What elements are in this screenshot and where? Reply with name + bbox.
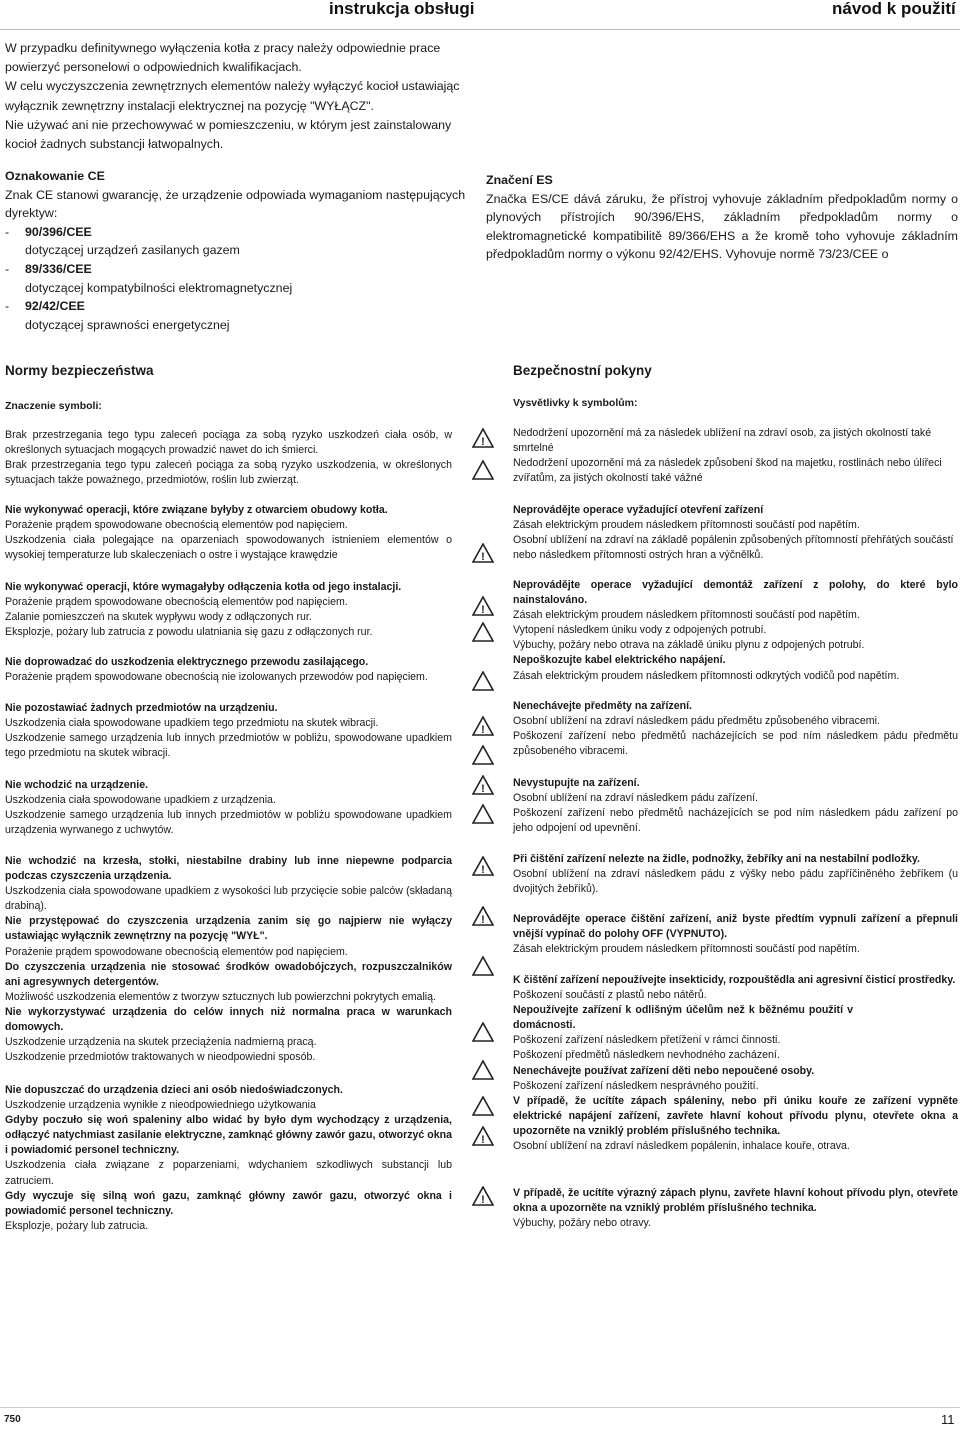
symbol-danger-text: Brak przestrzegania tego typu zaleceń pociąga za sobą ryzyko uszkodzeń ciała osób, w określonych sytuacjach mogących prowadzić nawet do ich śmierci. bbox=[5, 429, 452, 457]
rule-consequence: Poškození zařízení následkem přetížení v rámci činnosti. bbox=[513, 1034, 781, 1047]
footer-code: 750 bbox=[4, 1414, 21, 1425]
rule-consequence: Osobní ublížení na zdraví následkem pádu z výšky nebo pádu zapříčiněného žebříkem (u dvojitých žebříků). bbox=[513, 868, 958, 896]
symbols-label-cz: Vysvětlivky k symbolům: bbox=[513, 397, 638, 409]
rule-title: K čištění zařízení nepoužívejte insekticidy, rozpouštědla ani agresivní čisticí prostředky. bbox=[513, 974, 956, 986]
danger-warning-icon bbox=[472, 1186, 494, 1206]
directive-item: - 89/336/CEE bbox=[5, 260, 475, 279]
rule-consequence: Uszkodzenie samego urządzenia lub innych przedmiotów w pobliżu, spowodowane upadkiem tego przedmiotu na skutek wibracji. bbox=[5, 732, 452, 760]
rule-pl bbox=[5, 701, 452, 761]
rule-title: Nie doprowadzać do uszkodzenia elektrycznego przewodu zasilającego. bbox=[5, 656, 369, 668]
danger-warning-icon bbox=[472, 428, 494, 448]
rule-consequence: Zásah elektrickým proudem následkem přítomnosti odkrytých vodičů pod napětím. bbox=[513, 669, 900, 682]
rule-consequence: Zalanie pomieszczeń na skutek wypływu wody z odłączonych rur. bbox=[5, 611, 312, 624]
ce-marking-pl bbox=[5, 167, 475, 334]
rule-consequence: Poškození zařízení nebo předmětů nacházejících se pod ním následkem pádu zařízení po jeho odpojení od upevnění. bbox=[513, 807, 958, 835]
rule-title: Nie wykonywać operacji, które wymagałyby odłączenia kotła od jego instalacji. bbox=[5, 581, 402, 593]
svg-text:!: ! bbox=[481, 864, 485, 876]
rule-consequence: Výbuchy, požáry nebo otravy. bbox=[513, 1217, 651, 1230]
rule-title: Nenechávejte používat zařízení děti nebo nepoučené osoby. bbox=[513, 1064, 815, 1077]
warning-icon bbox=[472, 1060, 494, 1080]
ce-title-cz: Značení ES bbox=[486, 173, 553, 187]
page-number: 11 bbox=[941, 1412, 955, 1427]
header-title-pl: instrukcja obsługi bbox=[329, 0, 475, 18]
rule-title: Nie wykonywać operacji, które związane byłyby z otwarciem obudowy kotła. bbox=[5, 504, 388, 516]
rule-pl bbox=[5, 580, 452, 640]
directive-item: - 92/42/CEE bbox=[5, 297, 475, 316]
rule-consequence: Uszkodzenie samego urządzenia lub innych przedmiotów w pobliżu spowodowane upadkiem urządzenia wyrwanego z uchwytów. bbox=[5, 809, 452, 837]
svg-text:!: ! bbox=[481, 783, 485, 795]
rule-title: Nie pozostawiać żadnych przedmiotów na urządzeniu. bbox=[5, 702, 278, 714]
rule-consequence: Eksplozje, pożary lub zatrucia. bbox=[5, 1219, 149, 1232]
rule-title: Nie przystępować do czyszczenia urządzenia zanim się go najpierw nie wyłączy ustawiając wyłącznik zewnętrzny na pozycję "WYŁ". bbox=[5, 915, 452, 943]
rule-consequence: Poškození předmětů následkem nevhodného zacházení. bbox=[513, 1049, 780, 1062]
danger-warning-icon bbox=[472, 716, 494, 736]
rule-title: Nepoužívejte zařízení k odlišným účelům než k běžnému použití v domácnosti. bbox=[513, 1004, 853, 1032]
rule-cz bbox=[513, 852, 958, 897]
header-title-cz: návod k použití bbox=[832, 0, 956, 18]
warning-icon bbox=[472, 1022, 494, 1042]
warning-icon bbox=[472, 671, 494, 691]
symbols-label-pl: Znaczenie symboli: bbox=[5, 400, 102, 412]
rule-title: Neprovádějte operace čištění zařízení, aniž byste předtím vypnuli zařízení a přepnuli vnější vypínač do polohy OFF (VYPNUTO). bbox=[513, 913, 958, 941]
rule-cz bbox=[513, 503, 958, 563]
svg-text:!: ! bbox=[481, 914, 485, 926]
warning-icon bbox=[472, 956, 494, 976]
svg-text:!: ! bbox=[481, 724, 485, 736]
rule-title: Neprovádějte operace vyžadující otevření zařízení bbox=[513, 504, 764, 516]
ce-title-pl: Oznakowanie CE bbox=[5, 169, 105, 183]
safety-title-pl: Normy bezpieczeństwa bbox=[5, 363, 154, 378]
rule-consequence: Porażenie prądem spowodowane obecnością elementów pod napięciem. bbox=[5, 596, 348, 609]
rule-consequence: Osobní ublížení na zdraví následkem pádu zařízení. bbox=[513, 792, 758, 805]
ce-text-pl: Znak CE stanowi gwarancję, że urządzenie odpowiada wymaganiom następujących dyrektyw: bbox=[5, 187, 466, 221]
rule-consequence: Poškození zařízení následkem nesprávného použití. bbox=[513, 1079, 759, 1092]
svg-text:!: ! bbox=[481, 1194, 485, 1206]
warning-icon bbox=[472, 460, 494, 480]
rule-consequence: Zásah elektrickým proudem následkem přítomnosti součástí pod napětím. bbox=[513, 609, 860, 622]
rule-consequence: Uszkodzenie urządzenia na skutek przeciążenia nadmierną pracą. bbox=[5, 1036, 317, 1049]
symbols-explanation-pl bbox=[5, 428, 452, 488]
ce-marking-cz bbox=[486, 171, 958, 264]
directive-code: 90/396/CEE bbox=[25, 224, 92, 239]
directive-desc: dotyczącej kompatybilności elektromagnetycznej bbox=[25, 280, 293, 295]
rule-consequence: Zásah elektrickým proudem následkem přítomnosti součástí pod napětím. bbox=[513, 519, 860, 532]
header-divider bbox=[0, 29, 960, 30]
rule-cz bbox=[513, 776, 958, 836]
rule-title: Nie dopuszczać do urządzenia dzieci ani osób niedoświadczonych. bbox=[5, 1084, 343, 1096]
rule-consequence: Vytopení následkem úniku vody z odpojených potrubí. bbox=[513, 624, 767, 637]
rule-cz bbox=[513, 973, 958, 1154]
warning-icon bbox=[472, 745, 494, 765]
symbol-danger-text: Nedodržení upozornění má za následek ublížení na zdraví osob, za jistých okolností také smrtelné bbox=[513, 427, 932, 455]
ce-text-cz: Značka ES/CE dává záruku, že přístroj vyhovuje základním předpokladům normy o plynových přístrojích 90/396/EHS, základním předpokladům normy o elektromagnetické kompatibilitě 89/366/EHS a že kromě toho vyhovuje základním předpokladům normy o výkonu 92/42/EHS. Vyhovuje normě 73/23/CEE o bbox=[486, 191, 958, 262]
rule-pl bbox=[5, 503, 452, 563]
footer-divider bbox=[0, 1407, 960, 1408]
directive-desc: dotyczącej urządzeń zasilanych gazem bbox=[25, 243, 240, 258]
warning-icon bbox=[472, 1096, 494, 1116]
svg-text:!: ! bbox=[481, 1134, 485, 1146]
rule-title: V případě, že ucítíte výrazný zápach plynu, zavřete hlavní kohout přívodu plyn, otevřete okna a upozorněte na vzniklý problém příslušného technika. bbox=[513, 1187, 958, 1215]
directive-code: 92/42/CEE bbox=[25, 299, 85, 314]
rule-cz bbox=[513, 912, 958, 957]
svg-text:!: ! bbox=[481, 551, 485, 563]
rule-consequence: Poškození zařízení nebo předmětů nacházejících se pod ním následkem pádu předmětu způsobeného vibracemi. bbox=[513, 730, 958, 758]
rule-consequence: Osobní ublížení na zdraví na základě popálenin způsobených přítomností přehřátých součástí nebo následkem přítomnosti ostrých hran a výčnělků. bbox=[513, 534, 954, 562]
rule-consequence: Porażenie prądem spowodowane obecnością elementów pod napięciem. bbox=[5, 945, 348, 958]
rule-consequence: Uszkodzenia ciała związane z poparzeniami, wdychaniem szkodliwych substancji lub zatruciem. bbox=[5, 1159, 452, 1187]
directive-item: - 90/396/CEE bbox=[5, 223, 475, 242]
symbol-warning-text: Nedodržení upozornění má za následek způsobení škod na majetku, rostlinách nebo úlířeci zvířatům, za jistých okolností také vážné bbox=[513, 457, 942, 485]
rule-consequence: Uszkodzenia ciała spowodowane upadkiem z urządzenia. bbox=[5, 794, 276, 807]
rule-pl bbox=[5, 854, 452, 1065]
directive-code: 89/336/CEE bbox=[25, 261, 92, 276]
rule-title: Do czyszczenia urządzenia nie stosować środków owadobójczych, rozpuszczalników ani agresywnych detergentów. bbox=[5, 960, 452, 988]
rule-title: V případě, že ucítíte zápach spáleniny, nebo při úniku kouře ze zařízení vypněte elektrické napájení zařízení, zavřete hlavní kohout přívodu plynu, otevřete okna a upozorněte na vzniklý problém příslušného technika. bbox=[513, 1094, 958, 1137]
rule-consequence: Eksplozje, pożary lub zatrucia z powodu ulatniania się gazu z odłączonych rur. bbox=[5, 626, 373, 639]
symbol-warning-text: Brak przestrzegania tego typu zaleceń pociąga za sobą ryzyko uszkodzenia, w określonych sytuacjach także poważnego, przedmiotów, roślin lub zwierząt. bbox=[5, 459, 452, 487]
rule-pl bbox=[5, 1083, 452, 1234]
rule-title: Neprovádějte operace vyžadující demontáž zařízení z polohy, do které bylo nainstalováno. bbox=[513, 579, 958, 607]
rule-pl bbox=[5, 778, 452, 838]
rule-consequence: Uszkodzenie przedmiotów traktowanych w nieodpowiedni sposób. bbox=[5, 1051, 316, 1064]
rule-title: Gdyby poczuło się woń spaleniny albo widać by było dym wychodzący z urządzenia, odłączyć natychmiast zasilanie elektryczne, zamknąć główny zawór gazu, otworzyć okna i powiadomić personel techniczny. bbox=[5, 1114, 452, 1157]
rule-cz bbox=[513, 1186, 958, 1231]
rule-consequence: Poškození součástí z plastů nebo nátěrů. bbox=[513, 989, 707, 1002]
danger-warning-icon bbox=[472, 596, 494, 616]
danger-warning-icon bbox=[472, 856, 494, 876]
directive-desc: dotyczącej sprawności energetycznej bbox=[25, 317, 230, 332]
rule-consequence: Porażenie prądem spowodowane obecnością elementów pod napięciem. bbox=[5, 519, 348, 532]
rule-pl bbox=[5, 655, 452, 685]
rule-title: Gdy wyczuje się silną woń gazu, zamknąć główny zawór gazu, otworzyć okna i powiadomić personel techniczny. bbox=[5, 1189, 452, 1217]
rule-consequence: Uszkodzenia ciała polegające na oparzeniach spowodowanych istnieniem elementów o wysokiej temperaturze lub skaleczeniach o ostre i wystające krawędzie bbox=[5, 534, 452, 562]
danger-warning-icon bbox=[472, 906, 494, 926]
warning-icon bbox=[472, 804, 494, 824]
rule-title: Nie wykorzystywać urządzenia do celów innych niż normalna praca w warunkach domowych. bbox=[5, 1005, 452, 1034]
rule-consequence: Porażenie prądem spowodowane obecnością nie izolowanych przewodów pod napięciem. bbox=[5, 671, 428, 684]
danger-warning-icon bbox=[472, 775, 494, 795]
rule-title: Nie wchodzić na urządzenie. bbox=[5, 779, 149, 791]
rule-title: Nepoškozujte kabel elektrického napájení. bbox=[513, 654, 726, 667]
svg-text:!: ! bbox=[481, 436, 485, 448]
rule-title: Nie wchodzić na krzesła, stołki, niestabilne drabiny lub inne niepewne podparcia podczas czyszczenia urządzenia. bbox=[5, 855, 452, 883]
intro-paragraph: W przypadku definitywnego wyłączenia kotła z pracy należy odpowiednie prace powierzyć personelowi o odpowiednich kwalifikacjach. bbox=[5, 41, 441, 75]
rule-consequence: Uszkodzenia ciała spowodowane upadkiem z wysokości lub przycięcie sobie palców (składaną drabiną). bbox=[5, 885, 452, 913]
symbols-explanation-cz bbox=[513, 426, 958, 486]
rule-consequence: Możliwość uszkodzenia elementów z tworzyw sztucznych lub powierzchni pokrytych emalią. bbox=[5, 990, 436, 1003]
safety-title-cz: Bezpečnostní pokyny bbox=[513, 363, 652, 378]
rule-title: Nevystupujte na zařízení. bbox=[513, 777, 640, 789]
rule-cz bbox=[513, 578, 958, 684]
rule-cz bbox=[513, 699, 958, 759]
intro-text bbox=[5, 39, 475, 154]
danger-warning-icon bbox=[472, 543, 494, 563]
danger-warning-icon bbox=[472, 1126, 494, 1146]
rule-title: Nenechávejte předměty na zařízení. bbox=[513, 700, 692, 712]
warning-icon bbox=[472, 622, 494, 642]
rule-consequence: Uszkodzenia ciała spowodowane upadkiem tego przedmiotu na skutek wibracji. bbox=[5, 717, 379, 730]
rule-consequence: Uszkodzenie urządzenia wynikłe z nieodpowiedniego użytkowania bbox=[5, 1099, 316, 1112]
intro-paragraph: Nie używać ani nie przechowywać w pomieszczeniu, w którym jest zainstalowany kocioł żadnych substancji łatwopalnych. bbox=[5, 117, 452, 152]
svg-text:!: ! bbox=[481, 604, 485, 616]
intro-paragraph: W celu wyczyszczenia zewnętrznych elementów należy wyłączyć kocioł ustawiając wyłącznik zewnętrzny instalacji elektrycznej na pozycję "WYŁĄCZ". bbox=[5, 79, 460, 113]
rule-consequence: Osobní ublížení na zdraví následkem pádu předmětu způsobeného vibracemi. bbox=[513, 715, 880, 728]
rule-consequence: Výbuchy, požáry nebo otrava na základě úniku plynu z odpojených potrubí. bbox=[513, 639, 865, 652]
rule-consequence: Osobní ublížení na zdraví následkem popálenin, inhalace kouře, otrava. bbox=[513, 1140, 850, 1153]
rule-consequence: Zásah elektrickým proudem následkem přítomnosti součástí pod napětím. bbox=[513, 943, 860, 956]
rule-title: Při čištění zařízení nelezte na židle, podnožky, žebříky ani na nestabilní podložky. bbox=[513, 853, 920, 865]
